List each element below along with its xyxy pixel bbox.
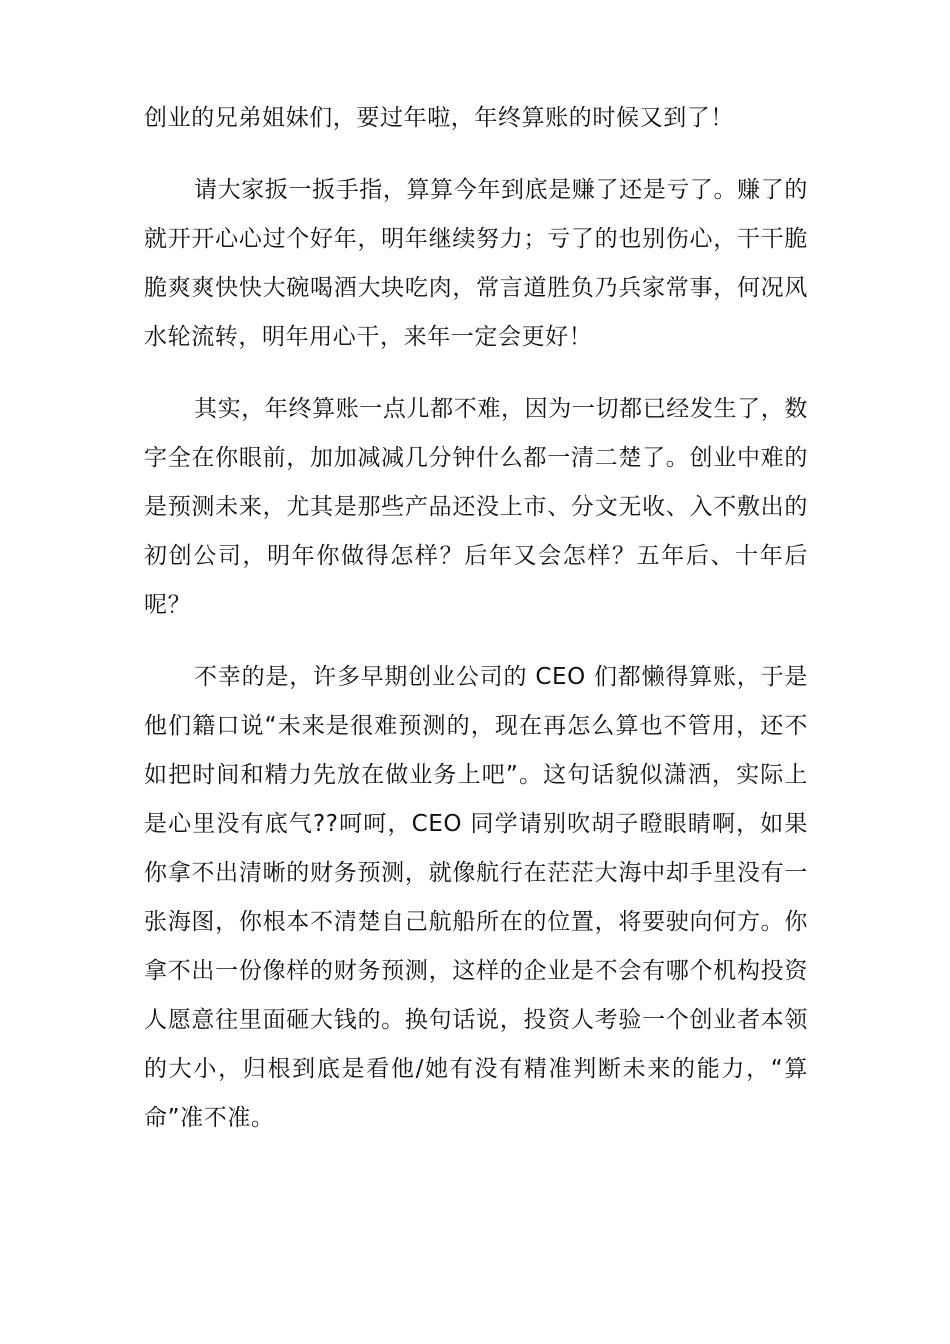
document-body <box>144 94 808 1166</box>
paragraph-1: 创业的兄弟姐妹们，要过年啦，年终算账的时候又到了！ <box>144 105 734 131</box>
paragraph-4: 不幸的是，许多早期创业公司的 CEO 们都懒得算账，于是他们籍口说“未来是很难预测的，现在再怎么算也不管用，还不如把时间和精力先放在做业务上吧”。这句话貌似潇洒，实际上是心里没有底气??呵呵，CEO 同学请别吹胡子瞪眼睛啊，如果你拿不出清晰的财务预测，就像航行在茫茫大海中却手里没有一张海图，你根本不清楚自己航船所在的位置，将要驶向何方。你拿不出一份像样的财务预测，这样的企业是不会有哪个机构投资人愿意往里面砸大钱的。换句话说，投资人考验一个创业者本领的大小，归根到底是看他/她有没有精准判断未来的能力，“算命”准不准。 <box>144 664 808 1131</box>
paragraph-3: 其实，年终算账一点儿都不难，因为一切都已经发生了，数字全在你眼前，加加减减几分钟什么都一清二楚了。创业中难的是预测未来，尤其是那些产品还没上市、分文无收、入不敷出的初创公司，明年你做得怎样？后年又会怎样？五年后、十年后呢？ <box>144 396 808 618</box>
paragraph-2: 请大家扳一扳手指，算算今年到底是赚了还是亏了。赚了的就开开心心过个好年，明年继续努力；亏了的也别伤心，干干脆脆爽爽快快大碗喝酒大块吃肉，常言道胜负乃兵家常事，何况风水轮流转，明年用心干，来年一定会更好！ <box>144 177 808 350</box>
